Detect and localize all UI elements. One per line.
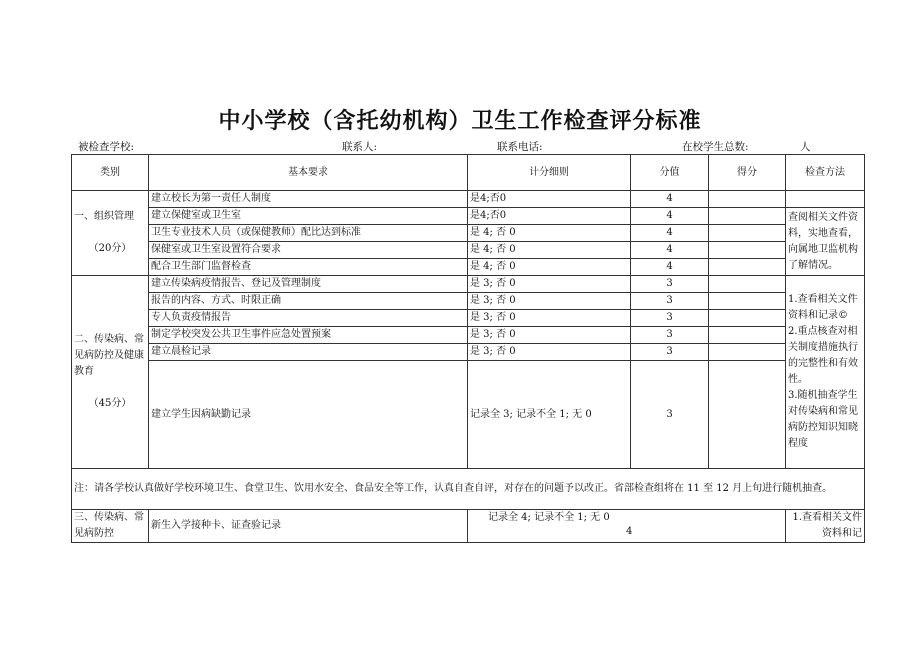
header-category: 类别 [72,155,149,191]
section2-score-6[interactable] [709,361,786,469]
section2-detail-2: 是 3; 否 0 [468,293,631,310]
section2-name: 二、传染病、常见病防控及健康教育 [74,334,144,377]
section2-method [786,276,865,469]
section3-name: 三、传染病、常见病防控 [72,510,149,543]
table-row [72,208,865,225]
section2-detail-3: 是 3; 否 0 [468,310,631,327]
section2-category-cell [72,276,149,469]
section3-points: 4 [626,526,633,537]
section2-score-3[interactable] [709,310,786,327]
table-row [72,276,865,293]
section2-score-5[interactable] [709,344,786,361]
section2-req-3: 专人负责疫情报告 [149,310,468,327]
meta-contact-label: 联系人: [342,141,378,153]
section2-detail-4: 是 3; 否 0 [468,327,631,344]
section2-detail-5: 是 3; 否 0 [468,344,631,361]
section1-req-1: 建立校长为第一责任人制度 [149,191,468,208]
section2-score-1[interactable] [709,276,786,293]
section2-req-5: 建立晨检记录 [149,344,468,361]
table-row [72,259,865,276]
header-points: 分值 [631,155,709,191]
header-method: 检查方法 [786,155,865,191]
section1-category-cell [72,191,149,276]
section1-detail-1: 是4;否0 [468,191,631,208]
meta-students-label: 在校学生总数: [682,141,749,153]
table-row [72,510,865,543]
header-score: 得分 [709,155,786,191]
section1-req-4: 保健室或卫生室设置符合要求 [149,242,468,259]
section1-score-1[interactable] [709,191,786,208]
section2-method-2: 2.重点核查对相关制度措施执行的完整性和有效性。 [788,326,858,385]
section1-score-5[interactable] [709,259,786,276]
section1-points-4: 4 [631,242,709,259]
section1-score-3[interactable] [709,225,786,242]
meta-phone-label: 联系电话: [497,141,543,153]
section1-req-3: 卫生专业技术人员（或保健教师）配比达到标准 [149,225,468,242]
section1-detail-5: 是 4; 否 0 [468,259,631,276]
section3-req: 新生入学接种卡、证查验记录 [149,510,468,543]
note-row [72,469,865,510]
section1-points-total: （20分） [88,243,132,254]
section2-points-4: 3 [631,327,709,344]
section3-detail: 记录全 4; 记录不全 1; 无 0 [488,512,610,523]
header-row [72,155,865,191]
meta-unit-label: 人 [800,141,811,153]
table-row [72,225,865,242]
section1-method: 查阅相关文件资料，实地查看，向属地卫监机构了解情况。 [786,208,865,276]
section3-detail-cell [468,510,786,543]
table-row [72,293,865,310]
table-row [72,242,865,259]
section1-score-2[interactable] [709,208,786,225]
section3-method: 1.查看相关文件资料和记 [786,510,865,543]
section1-detail-4: 是 4; 否 0 [468,242,631,259]
table-row [72,327,865,344]
table-row [72,310,865,327]
section1-points-5: 4 [631,259,709,276]
table-row [72,361,865,469]
note-text: 注：请各学校认真做好学校环境卫生、食堂卫生、饮用水安全、食品安全等工作，认真自查自评，对存在的问题予以改正。省部检查组将在 11 至 12 月上旬进行随机抽查。 [72,469,865,510]
scoring-table [71,154,865,543]
section2-points-2: 3 [631,293,709,310]
section2-req-6: 建立学生因病缺勤记录 [149,361,468,469]
header-requirement: 基本要求 [149,155,468,191]
section2-points-3: 3 [631,310,709,327]
section1-req-5: 配合卫生部门监督检查 [149,259,468,276]
section1-points-1: 4 [631,191,709,208]
section1-method-top [786,191,865,208]
section2-points-total: （45分） [88,398,132,409]
section2-points-1: 3 [631,276,709,293]
section1-points-3: 4 [631,225,709,242]
meta-school-label: 被检查学校: [78,141,135,153]
section2-method-1: 1.查看相关文件资料和记录© [788,294,858,321]
table-row [72,191,865,208]
page-title: 中小学校（含托幼机构）卫生工作检查评分标准 [218,109,702,134]
section2-req-1: 建立传染病疫情报告、登记及管理制度 [149,276,468,293]
section2-points-6: 3 [631,361,709,469]
section2-score-2[interactable] [709,293,786,310]
section2-detail-1: 是 3; 否 0 [468,276,631,293]
section1-detail-2: 是4;否0 [468,208,631,225]
section2-req-4: 制定学校突发公共卫生事件应急处置预案 [149,327,468,344]
table-row [72,344,865,361]
section1-detail-3: 是 4; 否 0 [468,225,631,242]
section2-detail-6: 记录全 3; 记录不全 1; 无 0 [468,361,631,469]
section2-score-4[interactable] [709,327,786,344]
section1-score-4[interactable] [709,242,786,259]
section1-req-2: 建立保健室或卫生室 [149,208,468,225]
section1-name: 一、组织管理 [74,211,134,222]
header-detail: 计分细则 [468,155,631,191]
section2-method-3: 3.随机抽查学生对传染病和常见病防控知识知晓程度 [788,390,858,449]
section1-points-2: 4 [631,208,709,225]
section2-points-5: 3 [631,344,709,361]
section2-req-2: 报告的内容、方式、时限正确 [149,293,468,310]
